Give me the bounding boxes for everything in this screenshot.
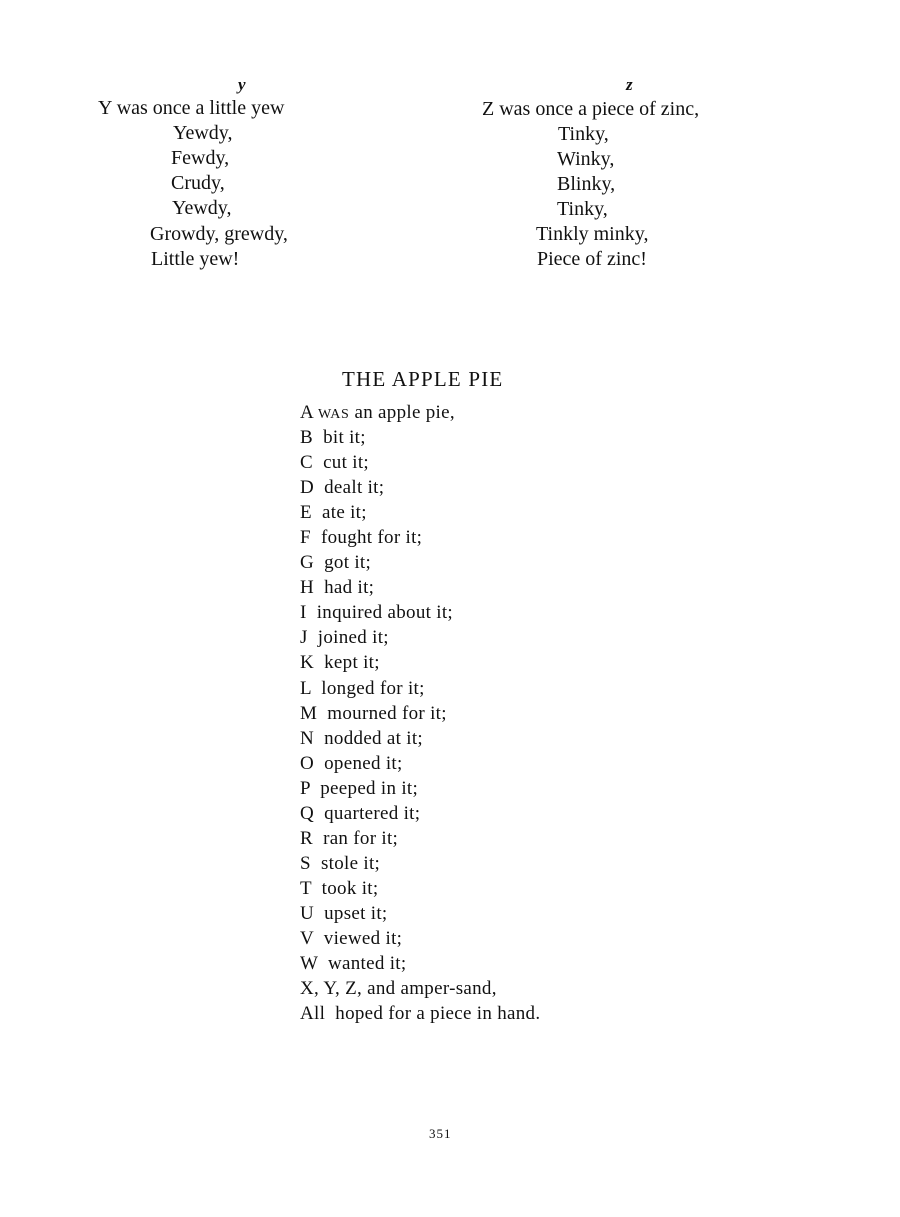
verse-line: O opened it; xyxy=(300,752,403,774)
verse-line: T took it; xyxy=(300,877,379,899)
verse-line: C cut it; xyxy=(300,452,369,474)
verse-z-letter: z xyxy=(626,75,633,94)
verse-z-line: Piece of zinc! xyxy=(537,248,647,270)
verse-line: Q quartered it; xyxy=(300,802,421,824)
verse-line: F fought for it; xyxy=(300,527,423,549)
verse-z-line: Blinky, xyxy=(557,173,616,195)
verse-line-text: an apple pie, xyxy=(354,402,455,423)
verse-line: U upset it; xyxy=(300,902,388,924)
verse-z-line: Winky, xyxy=(557,148,615,170)
verse-z-line: Tinky, xyxy=(558,123,609,145)
verse-line: P peeped in it; xyxy=(300,777,419,799)
verse-line: D dealt it; xyxy=(300,477,385,499)
verse-line-smallcaps-word: WAS xyxy=(318,407,350,422)
verse-z-line: Z was once a piece of zinc, xyxy=(482,98,700,120)
verse-y-line: Yewdy, xyxy=(173,122,233,144)
verse-y-line: Yewdy, xyxy=(172,197,232,219)
verse-line: All hoped for a piece in hand. xyxy=(300,1003,541,1025)
verse-y-letter: y xyxy=(238,75,246,94)
verse-line: K kept it; xyxy=(300,652,380,674)
verse-line xyxy=(300,400,540,425)
verse-z xyxy=(0,0,900,300)
verse-y-line: Crudy, xyxy=(171,172,225,194)
verse-line: I inquired about it; xyxy=(300,602,453,624)
page-number: 351 xyxy=(429,1126,452,1141)
verse-y-line: Little yew! xyxy=(151,248,240,270)
verse-line-letter: A xyxy=(300,402,313,423)
verse-z-line: Tinky, xyxy=(557,198,608,220)
verse-line: E ate it; xyxy=(300,502,367,524)
apple-pie-verse xyxy=(300,400,540,1026)
poem-title: THE APPLE PIE xyxy=(342,367,504,391)
verse-line: J joined it; xyxy=(300,627,389,649)
verse-line: W wanted it; xyxy=(300,953,407,975)
verse-line: S stole it; xyxy=(300,852,381,874)
verse-line: N nodded at it; xyxy=(300,727,424,749)
verse-line: H had it; xyxy=(300,577,375,599)
verse-z-line: Tinkly minky, xyxy=(536,223,649,245)
verse-line: R ran for it; xyxy=(300,827,399,849)
verse-y-line: Fewdy, xyxy=(171,147,230,169)
verse-line: L longed for it; xyxy=(300,677,425,699)
verse-y-line: Y was once a little yew xyxy=(98,97,285,119)
verse-line: B bit it; xyxy=(300,427,366,449)
verse-line: V viewed it; xyxy=(300,927,403,949)
verse-line: X, Y, Z, and amper-sand, xyxy=(300,978,497,1000)
verse-y-line: Growdy, grewdy, xyxy=(150,223,288,245)
verse-line: M mourned for it; xyxy=(300,702,447,724)
verse-line: G got it; xyxy=(300,552,372,574)
